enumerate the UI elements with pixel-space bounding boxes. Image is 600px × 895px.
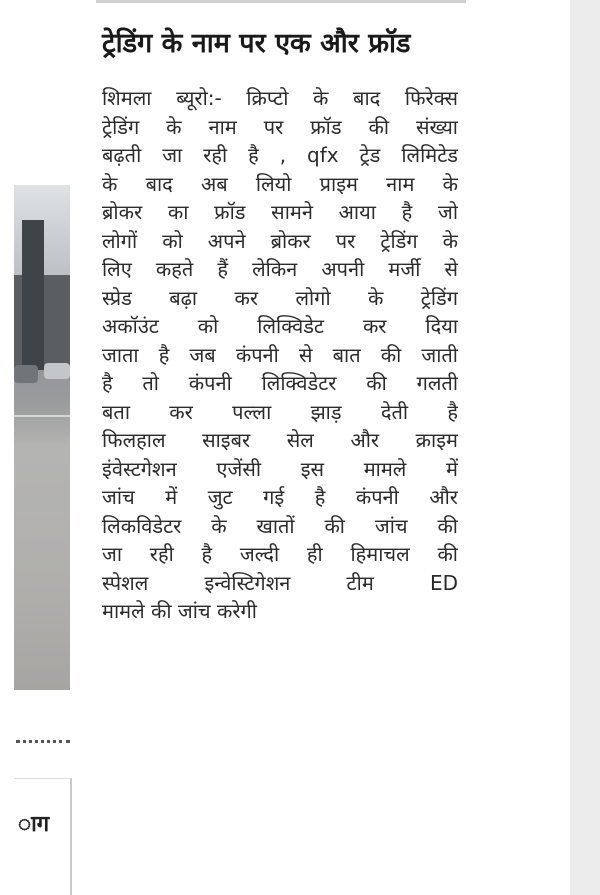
body-line: फिलहाल साइबर सेल और क्राइम: [102, 428, 458, 452]
body-line: ब्रोकर का फ्रॉड सामने आया है जो: [102, 200, 458, 224]
body-line: जा रही है जल्दी ही हिमाचल की: [102, 542, 458, 566]
body-line: अकॉउंट को लिक्विडेट कर दिया: [102, 314, 458, 338]
body-line: स्पेशल इन्वेस्टिगेशन टीम ED: [102, 570, 458, 595]
body-line: मामले की जांच करेगी: [102, 599, 257, 623]
body-line: लिए कहते हैं लेकिन अपनी मर्जी से: [102, 257, 458, 281]
body-line: बता कर पल्ला झाड़ देती है: [102, 399, 458, 424]
top-rule: [96, 0, 466, 3]
dotted-separator: [16, 740, 70, 743]
body-line: लोगों को अपने ब्रोकर पर ट्रेडिंग के: [102, 228, 458, 253]
article-body: [102, 84, 458, 626]
body-line: इंवेस्टगेशन एजेंसी इस मामले में: [102, 456, 458, 481]
article-headline: ट्रेडिंग के नाम पर एक और फ्रॉड: [102, 28, 411, 59]
street-photo: [14, 185, 70, 690]
photo-road: [14, 415, 70, 417]
article: [102, 24, 458, 626]
body-line: ट्रेडिंग के नाम पर फ्रॉड की संख्या: [102, 114, 458, 139]
photo-car: [14, 365, 38, 383]
body-line: जांच में जुट गई है कंपनी और: [102, 485, 458, 509]
body-line: है तो कंपनी लिक्विडेटर की गलती: [102, 371, 458, 395]
photo-tower: [22, 220, 44, 370]
body-line: स्प्रेड बढ़ा कर लोगो के ट्रेडिंग: [102, 285, 458, 310]
body-line: जाता है जब कंपनी से बात की जाती: [102, 342, 458, 367]
body-line: बढ़ती जा रही है , qfx ट्रेड लिमिटेड: [102, 143, 458, 167]
photo-car: [44, 363, 70, 379]
adjacent-box-text: ाग: [18, 812, 50, 837]
body-line: शिमला ब्यूरो:- क्रिप्टो के बाद फिरेक्स: [102, 86, 458, 110]
right-margin: [570, 0, 600, 895]
body-line: लिकविडेटर के खातों की जांच की: [102, 513, 458, 538]
adjacent-column: [0, 0, 70, 895]
body-line: के बाद अब लियो प्राइम नाम के: [102, 171, 458, 196]
